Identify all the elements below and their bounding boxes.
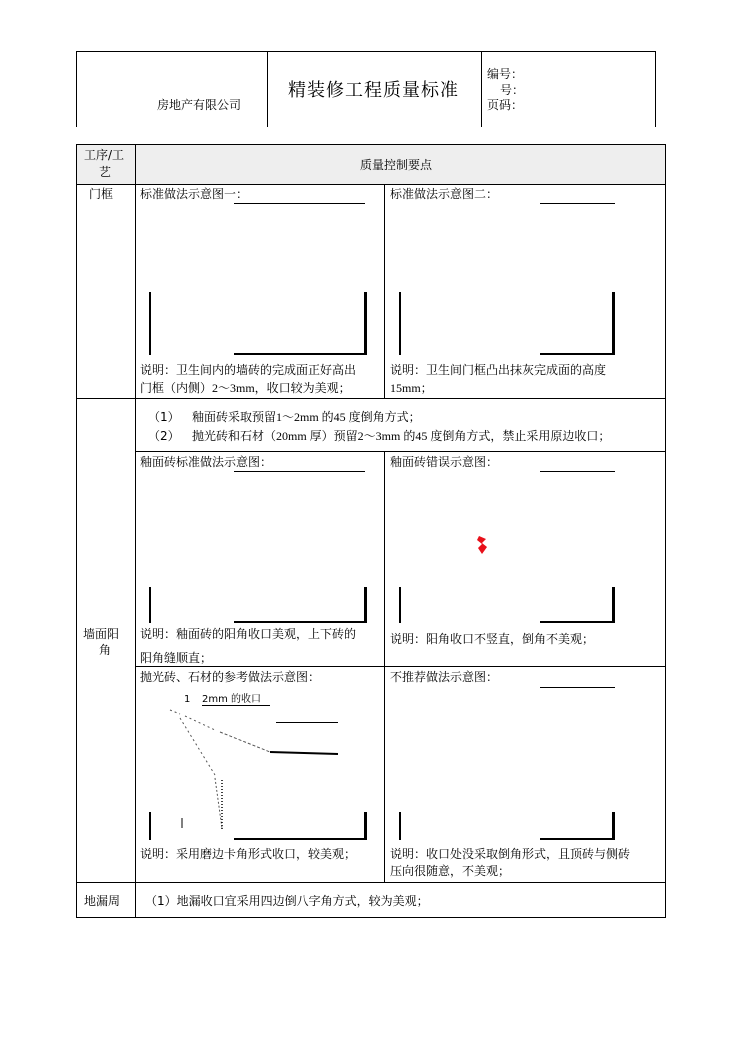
header-divider-1 (267, 51, 268, 127)
company-name: 房地产有限公司 (157, 98, 242, 112)
column-header-points: 质量控制要点 (360, 158, 433, 172)
table-rule (76, 144, 77, 917)
row-label-door-frame: 门框 (89, 187, 114, 201)
column-header-process-cont: 艺 (99, 165, 112, 179)
diagram-line (399, 812, 401, 840)
row-label-wall-corner: 墙面阳 (83, 627, 120, 641)
column-header-process: 工序/工 (84, 148, 125, 162)
not-recommended-note-cont: 压向很随意，不美观； (390, 864, 511, 878)
diagram-line (612, 587, 615, 623)
not-recommended-note: 说明：收口处没采取倒角形式，且顶砖与侧砖 (390, 847, 631, 861)
header-right-rule (655, 51, 656, 127)
door-diagram-2-note-cont: 15mm； (390, 381, 433, 395)
page-label: 页码： (487, 98, 524, 112)
floor-drain-rule-1: （1）地漏收口宜采用四边倒八字角方式，较为美观； (145, 894, 429, 908)
diagram-line (612, 812, 615, 840)
door-diagram-1-note-cont: 门框（内侧）2～3mm，收口较为美观； (140, 381, 351, 395)
table-rule (76, 184, 666, 185)
diagram-line (540, 621, 615, 623)
header-left-rule (76, 51, 77, 127)
polished-corner-sketch (160, 700, 345, 835)
row-label-floor-drain: 地漏周 (84, 894, 121, 908)
diagram-line (540, 203, 615, 204)
diagram-line (234, 621, 367, 623)
polished-note: 说明：采用磨边卡角形式收口，较美观； (140, 847, 357, 861)
row-label-wall-corner-cont: 角 (99, 643, 112, 657)
diagram-line (149, 292, 151, 355)
diagram-line (399, 292, 401, 355)
glazed-standard-note: 说明：釉面砖的阳角收口美观，上下砖的 (140, 627, 357, 641)
diagram-line (364, 292, 367, 355)
diagram-line (149, 812, 151, 840)
error-mark-icon (476, 535, 490, 555)
diagram-line (540, 353, 615, 355)
table-rule (76, 144, 666, 145)
diagram-line (540, 471, 615, 472)
document-title: 精装修工程质量标准 (288, 80, 459, 101)
rule-1-text: 釉面砖采取预留1～2mm 的45 度倒角方式； (192, 410, 421, 424)
polished-label-1: 1 (184, 694, 191, 705)
header-top-rule (76, 51, 656, 52)
glazed-error-note: 说明：阳角收口不竖直，倒角不美观； (390, 632, 595, 646)
diagram-line (364, 587, 367, 623)
door-diagram-2-title: 标准做法示意图二： (390, 187, 499, 201)
rule-2-text: 抛光砖和石材（20mm 厚）预留2～3mm 的45 度倒角方式，禁止采用原边收口； (192, 429, 611, 443)
table-rule (76, 917, 666, 918)
table-rule (135, 666, 666, 667)
diagram-line (399, 587, 401, 623)
diagram-line (234, 838, 367, 840)
diagram-line (149, 587, 151, 623)
number-label: 编号： (487, 67, 524, 81)
diagram-line (540, 838, 615, 840)
table-rule (76, 882, 666, 883)
door-diagram-1-title: 标准做法示意图一： (140, 187, 249, 201)
diagram-line (234, 471, 365, 472)
not-recommended-title: 不推荐做法示意图： (390, 670, 499, 684)
table-rule (135, 451, 666, 452)
header-divider-2 (481, 51, 482, 127)
rule-1-number: （1） (148, 410, 180, 424)
diagram-line (540, 687, 615, 688)
polished-label-2: 2mm 的收口 (202, 694, 262, 705)
sub-number-label: 号： (500, 83, 525, 97)
table-rule (135, 144, 136, 917)
door-diagram-1-note: 说明：卫生间内的墙砖的完成面正好高出 (140, 363, 357, 377)
diagram-line (234, 353, 367, 355)
diagram-line (612, 292, 615, 355)
table-rule (384, 184, 385, 398)
diagram-line (234, 203, 365, 204)
polished-title: 抛光砖、石材的参考做法示意图： (140, 670, 321, 684)
table-rule (76, 398, 666, 399)
glazed-error-title: 釉面砖错误示意图： (390, 455, 499, 469)
rule-2-number: （2） (148, 429, 180, 443)
glazed-standard-note-cont: 阳角缝顺直； (140, 651, 213, 665)
diagram-line (364, 812, 367, 840)
door-diagram-2-note: 说明：卫生间门框凸出抹灰完成面的高度 (390, 363, 607, 377)
glazed-standard-title: 釉面砖标准做法示意图： (140, 455, 273, 469)
table-rule (665, 144, 666, 917)
table-rule (384, 451, 385, 882)
